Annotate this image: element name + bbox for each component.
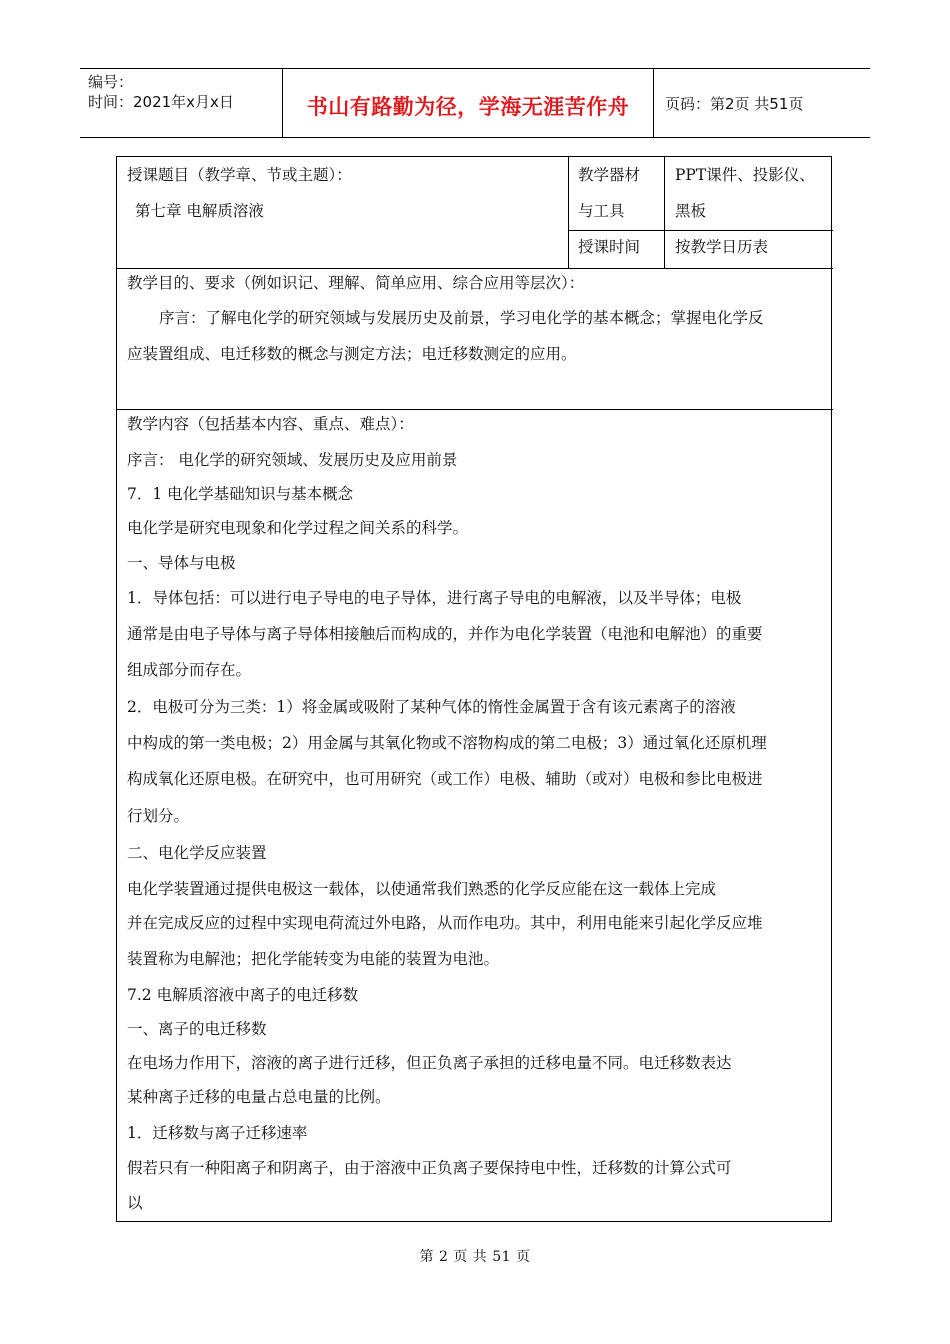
- content-line: 装置称为电解池；把化学能转变为电能的装置为电池。: [127, 950, 500, 968]
- content-line: 2．电极可分为三类：1）将金属或吸附了某种气体的惰性金属置于含有该元素离子的溶液: [127, 698, 736, 716]
- teaching-time-label: 授课时间: [578, 238, 641, 256]
- topic-heading: 授课题目（教学章、节或主题）：: [127, 166, 352, 184]
- content-line: 序言： 电化学的研究领域、发展历史及应用前景: [127, 451, 458, 469]
- objectives-line: 序言：了解电化学的研究领域与发展历史及前景，学习电化学的基本概念；掌握电化学反: [159, 309, 764, 327]
- content-line: 某种离子迁移的电量占总电量的比例。: [127, 1088, 391, 1106]
- teaching-time-value: 按教学日历表: [675, 238, 769, 256]
- content-line: 中构成的第一类电极；2）用金属与其氧化物或不溶物构成的第二电极；3）通过氧化还原机理: [127, 734, 767, 752]
- content-heading: 教学内容（包括基本内容、重点、难点）：: [127, 415, 414, 433]
- header-page-cell: [653, 69, 870, 137]
- objectives-heading: 教学目的、要求（例如识记、理解、简单应用、综合应用等层次）：: [127, 274, 585, 292]
- equipment-value-line2: 黑板: [675, 202, 707, 220]
- content-line: 组成部分而存在。: [127, 661, 252, 679]
- page-footer: 第 2 页 共 51 页: [419, 1249, 531, 1265]
- content-line: 通常是由电子导体与离子导体相接触后而构成的，并作为电化学装置（电池和电解池）的重要: [127, 625, 763, 643]
- row-divider-objectives: [117, 268, 833, 269]
- col-divider-1: [568, 157, 569, 268]
- header-meta-cell: [80, 69, 282, 137]
- page-code: 页码：第2页 共51页: [665, 95, 804, 113]
- subsection-heading: 1．迁移数与离子迁移速率: [127, 1124, 308, 1142]
- subsection-heading: 一、离子的电迁移数: [127, 1020, 267, 1038]
- equipment-label-line1: 教学器材: [578, 166, 641, 184]
- row-divider-content: [117, 409, 833, 410]
- content-line: 电化学是研究电现象和化学过程之间关系的科学。: [127, 519, 469, 537]
- subsection-heading: 一、导体与电极: [127, 554, 236, 572]
- motto: 书山有路勤为径，学海无涯苦作舟: [306, 95, 630, 119]
- serial-label: 编号：: [88, 73, 134, 91]
- content-line: 行划分。: [127, 807, 190, 825]
- content-line: 以: [127, 1194, 143, 1212]
- content-line: 假若只有一种阳离子和阴离子，由于溶液中正负离子要保持电中性，迁移数的计算公式可: [127, 1159, 732, 1177]
- lesson-plan-table: [116, 156, 832, 1222]
- topic-value: 第七章 电解质溶液: [135, 202, 264, 220]
- subsection-heading: 二、电化学反应装置: [127, 844, 267, 862]
- equipment-label-line2: 与工具: [578, 202, 625, 220]
- header-motto-cell: [282, 69, 654, 137]
- row-divider-time: [568, 230, 833, 231]
- content-line: 并在完成反应的过程中实现电荷流过外电路，从而作电功。其中，利用电能来引起化学反应堆: [127, 914, 763, 932]
- content-line: 在电场力作用下，溶液的离子进行迁移，但正负离子承担的迁移电量不同。电迁移数表达: [127, 1054, 732, 1072]
- objectives-line: 应装置组成、电迁移数的概念与测定方法；电迁移数测定的应用。: [127, 345, 577, 363]
- date-line: 时间：2021年x月x日: [88, 93, 234, 111]
- col-divider-2: [664, 157, 665, 268]
- equipment-value-line1: PPT课件、投影仪、: [675, 166, 815, 184]
- page-header: [80, 68, 870, 138]
- section-heading: 7.2 电解质溶液中离子的电迁移数: [127, 986, 359, 1004]
- section-heading: 7．1 电化学基础知识与基本概念: [127, 485, 354, 503]
- content-line: 1．导体包括：可以进行电子导电的电子导体，进行离子导电的电解液，以及半导体；电极: [127, 589, 742, 607]
- content-line: 构成氧化还原电极。在研究中，也可用研究（或工作）电极、辅助（或对）电极和参比电极进: [127, 770, 763, 788]
- content-line: 电化学装置通过提供电极这一载体，以使通常我们熟悉的化学反应能在这一载体上完成: [127, 880, 717, 898]
